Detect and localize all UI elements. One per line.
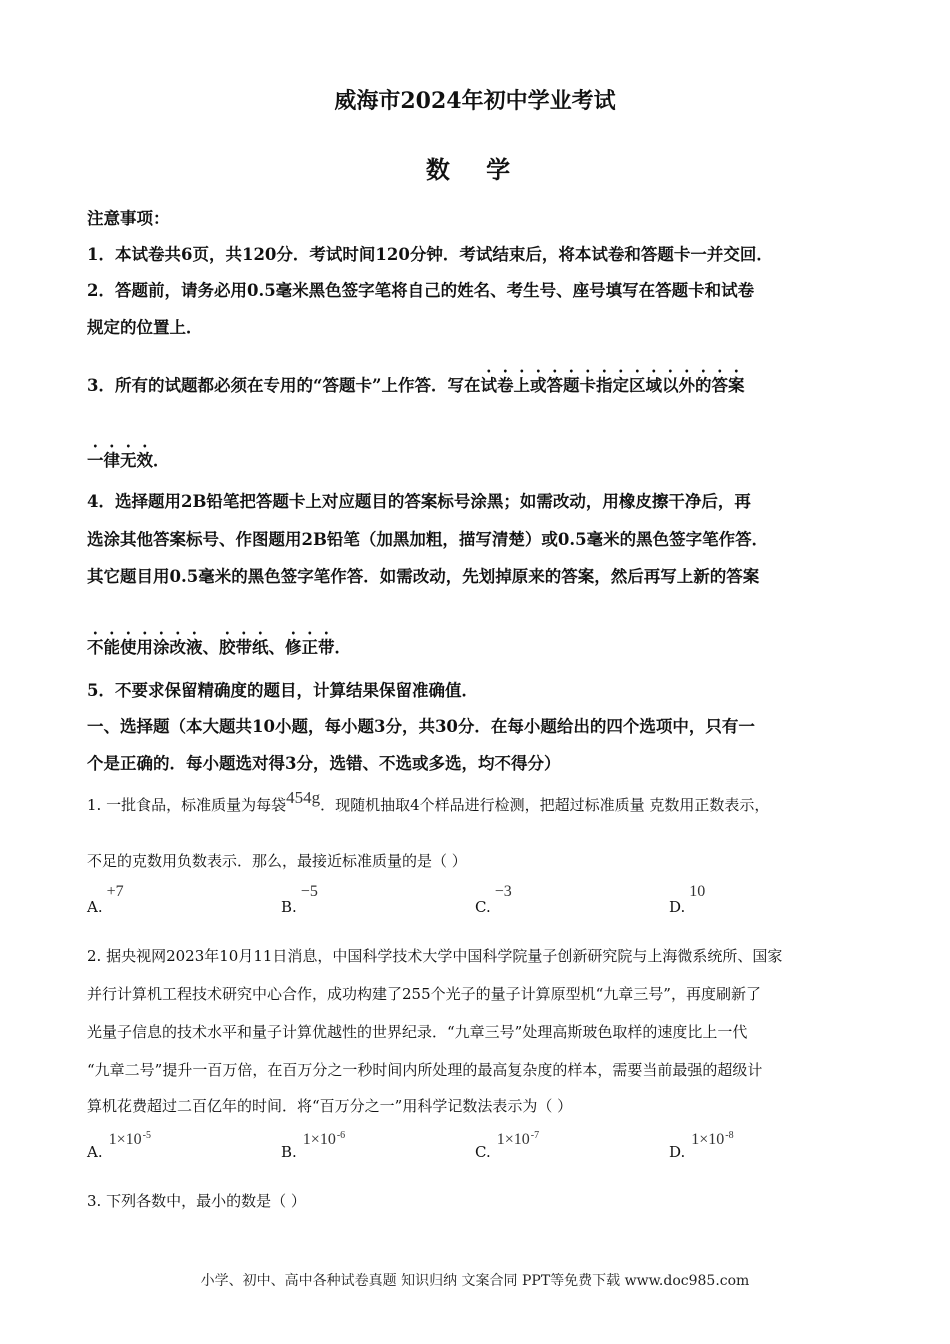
question-2-option-c <box>475 1130 540 1162</box>
question-2-option-b <box>281 1130 346 1162</box>
notice-item-5: 5．不要求保留精确度的题目，计算结果保留准确值． <box>87 681 478 700</box>
option-value: −5 <box>300 883 318 900</box>
question-2-line1: 2. 据央视网2023年10月11日消息，中国科学技术大学中国科学院量子创新研究院与上海微系统所、国家 <box>87 947 783 965</box>
option-label: B. <box>281 898 297 916</box>
footer-promo-text: 小学、初中、高中各种试卷真题 知识归纳 文案合同 PPT等免费下载 www.doc985.com <box>200 1273 750 1289</box>
notice-heading: 注意事项： <box>87 209 170 228</box>
question-2-option-a <box>87 1130 151 1162</box>
notice-item-4-line1: 4．选择题用2B铅笔把答题卡上对应题目的答案标号涂黑；如需改动，用橡皮擦干净后，再 <box>87 492 751 511</box>
question-1-text: 1. 一批食品，标准质量为每袋 <box>87 796 287 814</box>
notice-item-4-cont <box>87 628 351 658</box>
notice-item-3-cont <box>87 441 170 471</box>
notice-item-3-text: 3．所有的试题都必须在专用的“答题卡”上作答．写在 <box>87 376 481 395</box>
notice-item-2-line1: 2．答题前，请务必用0.5毫米黑色签字笔将自己的姓名、考生号、座号填写在答题卡和试卷 <box>87 281 755 300</box>
option-value: 10 <box>689 883 706 900</box>
question-1-line1 <box>87 788 770 815</box>
notice-item-4-end: ． <box>334 638 351 657</box>
question-2-line4: “九章二号”提升一百万倍，在百万分之一秒时间内所处理的最高复杂度的样本，需要当前最强的超级计 <box>87 1061 763 1079</box>
option-label: D. <box>669 1143 686 1161</box>
question-1-option-b <box>281 883 318 917</box>
notice-item-2-line2: 规定的位置上． <box>87 318 203 337</box>
option-value: $1\times 10^{-5}$ <box>108 1130 151 1148</box>
question-1-mass: 454g <box>286 788 321 807</box>
exam-title: 威海市2024年初中学业考试 <box>334 88 616 114</box>
option-label: C. <box>475 898 491 916</box>
option-value: $1\times 10^{-8}$ <box>691 1130 734 1148</box>
notice-item-3-end: ． <box>153 451 170 470</box>
section-heading-line2: 个是正确的．每小题选对得3分，选错、不选或多选，均不得分） <box>87 754 561 773</box>
question-1-text-cont: ．现随机抽取4个样品进行检测，把超过标准质量 克数用正数表示， <box>320 796 770 814</box>
question-2-line5: 算机花费超过二百亿年的时间．将“百万分之一”用科学记数法表示为（ ） <box>87 1097 573 1115</box>
section-heading-line1: 一、选择题（本大题共10小题，每小题3分，共30分．在每小题给出的四个选项中，只有一 <box>87 717 755 736</box>
question-1-line2: 不足的克数用负数表示．那么，最接近标准质量的是（ ） <box>87 852 467 870</box>
notice-item-3-emphasis-cont: 一律无效 <box>87 451 153 470</box>
notice-item-1: 1．本试卷共6页，共120分．考试时间120分钟．考试结束后，将本试卷和答题卡一并交回． <box>87 245 773 264</box>
option-value: −3 <box>494 883 512 900</box>
notice-item-4-line2: 选涂其他答案标号、作图题用2B铅笔（加黑加粗，描写清楚）或0.5毫米的黑色签字笔作答． <box>87 530 769 549</box>
subject-title: 数 学 <box>425 155 525 184</box>
option-label: B. <box>281 1143 297 1161</box>
option-label: A. <box>87 898 103 916</box>
notice-item-3-emphasis: 试卷上或答题卡指定区域以外的答案 <box>480 376 745 395</box>
notice-item-3 <box>87 366 744 396</box>
option-value: $1\times 10^{-6}$ <box>302 1130 346 1148</box>
notice-item-4-emphasis: 不能使用涂改液、胶带纸、修正带 <box>87 638 335 657</box>
option-value: +7 <box>106 883 124 900</box>
question-2-line3: 光量子信息的技术水平和量子计算优越性的世界纪录．“九章三号”处理高斯玻色取样的速度比上一代 <box>87 1023 748 1041</box>
option-label: A. <box>87 1143 103 1161</box>
option-value: $1\times 10^{-7}$ <box>496 1130 540 1148</box>
option-label: C. <box>475 1143 491 1161</box>
question-1-option-a <box>87 883 124 917</box>
option-label: D. <box>669 898 686 916</box>
question-3-line1: 3. 下列各数中，最小的数是（ ） <box>87 1192 306 1210</box>
question-2-option-d <box>669 1130 734 1162</box>
notice-item-4-line3: 其它题目用0.5毫米的黑色签字笔作答．如需改动，先划掉原来的答案，然后再写上新的答案 <box>87 567 760 586</box>
question-1-option-d <box>669 883 706 917</box>
question-1-option-c <box>475 883 512 917</box>
question-2-line2: 并行计算机工程技术研究中心合作，成功构建了255个光子的量子计算原型机“九章三号”，再度刷新了 <box>87 985 761 1003</box>
